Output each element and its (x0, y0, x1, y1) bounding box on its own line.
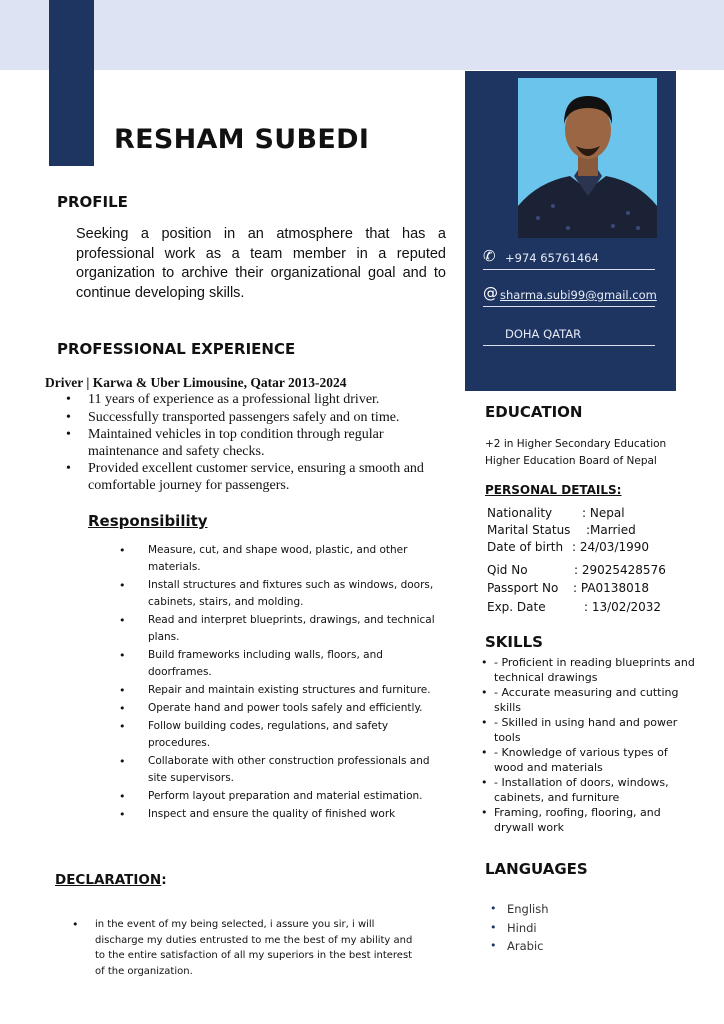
languages-heading: LANGUAGES (485, 860, 588, 878)
list-item: • Framing, roofing, flooring, and drywall work (481, 805, 696, 835)
list-item: • Maintained vehicles in top condition through regular maintenance and safety checks. (62, 427, 434, 460)
education-heading: EDUCATION (485, 403, 583, 421)
email-link[interactable]: sharma.subi99@gmail.com (500, 288, 657, 302)
list-item: • - Knowledge of various types of wood and materials (481, 745, 696, 775)
at-sign-icon: @ (483, 284, 498, 302)
exp-date-label: Exp. Date (487, 600, 546, 614)
declaration-text: • in the event of my being selected, i assure you sir, i will discharge my duties entrusted to me the best of my ability and to the entire satisfaction of all my superiors in the best interest of the organization. (70, 917, 420, 979)
contact-email (483, 281, 655, 307)
dob-value: : 24/03/1990 (572, 540, 650, 554)
declaration-list (70, 917, 420, 979)
phone-icon: ✆ (483, 247, 496, 265)
list-item: • Arabic (490, 937, 549, 956)
marital-row (487, 523, 636, 537)
contact-phone (483, 244, 655, 270)
list-item: • Hindi (490, 919, 549, 938)
list-item: • English (490, 900, 549, 919)
education-line-2: Higher Education Board of Nepal (485, 455, 657, 467)
passport-value: : PA0138018 (573, 581, 649, 595)
contact-location (483, 320, 655, 346)
name-accent-bar (49, 0, 94, 166)
list-item: • Inspect and ensure the quality of finished work (117, 806, 437, 823)
dob-row (487, 540, 650, 554)
nationality-label: Nationality (487, 506, 553, 520)
education-line-1: +2 in Higher Secondary Education (485, 438, 667, 450)
list-item: • Build frameworks including walls, floors, and doorframes. (117, 647, 437, 681)
qid-value: : 29025428576 (574, 563, 666, 577)
list-item: • - Installation of doors, windows, cabinets, and furniture (481, 775, 696, 805)
candidate-name: RESHAM SUBEDI (114, 124, 370, 155)
list-item: • Successfully transported passengers safely and on time. (62, 410, 434, 427)
nationality-row (487, 506, 625, 520)
marital-label: Marital Status (487, 523, 571, 537)
passport-row (487, 581, 649, 595)
responsibility-heading: Responsibility (88, 512, 208, 530)
top-band (0, 0, 724, 70)
qid-label: Qid No (487, 563, 528, 577)
declaration-colon: : (161, 872, 167, 888)
list-item: • Repair and maintain existing structures and furniture. (117, 682, 437, 699)
list-item: • Collaborate with other construction professionals and site supervisors. (117, 753, 437, 787)
list-item: • Follow building codes, regulations, and safety procedures. (117, 718, 437, 752)
responsibility-list (117, 542, 437, 824)
marital-value: :Married (586, 523, 636, 537)
contact-panel (465, 71, 676, 391)
list-item: • 11 years of experience as a professional light driver. (62, 392, 434, 409)
exp-date-row (487, 600, 662, 614)
dob-label: Date of birth (487, 540, 564, 554)
experience-heading: PROFESSIONAL EXPERIENCE (57, 340, 296, 358)
phone-number[interactable]: +974 65761464 (505, 251, 599, 265)
experience-list (62, 392, 434, 495)
list-item: • Install structures and fixtures such as windows, doors, cabinets, stairs, and molding. (117, 577, 437, 611)
skills-list (481, 655, 696, 835)
passport-label: Passport No (487, 581, 559, 595)
list-item: • Provided excellent customer service, ensuring a smooth and comfortable journey for passengers. (62, 461, 434, 494)
list-item: • - Accurate measuring and cutting skills (481, 685, 696, 715)
personal-details-heading: PERSONAL DETAILS: (485, 483, 622, 497)
list-item: • Operate hand and power tools safely and efficiently. (117, 700, 437, 717)
list-item: • Perform layout preparation and material estimation. (117, 788, 437, 805)
languages-list (490, 900, 549, 956)
list-item: • Measure, cut, and shape wood, plastic, and other materials. (117, 542, 437, 576)
profile-heading: PROFILE (57, 193, 128, 211)
declaration-heading (55, 872, 167, 888)
job-title: Driver | Karwa & Uber Limousine, Qatar 2013-2024 (45, 375, 347, 390)
nationality-value: : Nepal (582, 506, 625, 520)
list-item: • Read and interpret blueprints, drawings, and technical plans. (117, 612, 437, 646)
skills-heading: SKILLS (485, 633, 543, 651)
exp-date-value: : 13/02/2032 (584, 600, 662, 614)
list-item: • - Skilled in using hand and power tools (481, 715, 696, 745)
profile-photo (518, 78, 657, 238)
location-text: DOHA QATAR (505, 327, 582, 341)
list-item: • - Proficient in reading blueprints and technical drawings (481, 655, 696, 685)
profile-text: Seeking a position in an atmosphere that has a professional work as a team member in a reputed organization to archive their organizational goal and to continue developing skills. (76, 226, 446, 301)
qid-row (487, 563, 666, 577)
declaration-heading-text: DECLARATION (55, 872, 162, 888)
